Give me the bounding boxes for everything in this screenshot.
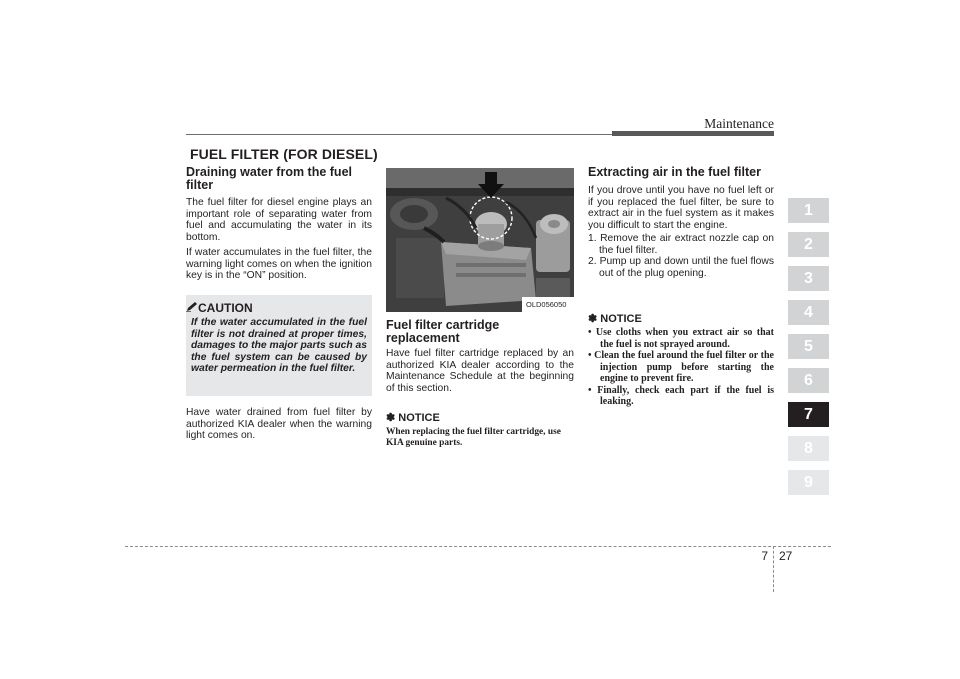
paragraph: If water accumulates in the fuel filter, the warning light comes on when the ignition key is in the “ON” position.	[186, 247, 372, 281]
paragraph: If you drove until you have no fuel left or if you replaced the fuel filter, be sure to extract air in the fuel system as it makes you difficult to start the engine.	[588, 185, 774, 231]
page-chapter-number: 7	[761, 549, 768, 563]
chapter-tab-2[interactable]: 2	[788, 232, 829, 257]
notice-item: • Finally, check each part if the fuel is leaking.	[588, 384, 774, 407]
heading-cartridge-replacement: Fuel filter cartridge replacement	[386, 318, 500, 345]
notice-text: When replacing the fuel filter cartridge, use KIA genuine parts.	[386, 427, 561, 448]
heading-draining-water: Draining water from the fuel filter	[186, 165, 352, 192]
chapter-tab-3[interactable]: 3	[788, 266, 829, 291]
notice-item: • Use cloths when you extract air so that the fuel is not sprayed around.	[588, 327, 774, 350]
chapter-tab-4[interactable]: 4	[788, 300, 829, 325]
paragraph: The fuel filter for diesel engine plays an important role of separating water from fuel and accumulating the water in its bottom.	[186, 197, 372, 243]
heading-extracting-air: Extracting air in the fuel filter	[588, 165, 761, 179]
chapter-tab-7[interactable]: 7	[788, 402, 829, 427]
column-cartridge-replacement	[386, 319, 574, 394]
notice-heading: ✽ NOTICE	[588, 313, 642, 325]
chapter-tab-9[interactable]: 9	[788, 470, 829, 495]
footer-rule	[125, 546, 831, 547]
paragraph: Have fuel filter cartridge replaced by an authorized KIA dealer according to the Maintenance Schedule at the beginning of this section.	[386, 348, 574, 394]
photo-code: OLD056050	[526, 300, 567, 309]
caution-text: If the water accumulated in the fuel filter is not drained at proper times, damages to the major parts such as the fuel system can be caused by water permeation in the fuel filter.	[191, 317, 367, 374]
notice-heading: ✽ NOTICE	[386, 412, 440, 424]
engine-bay-photo	[386, 168, 574, 312]
running-header: Maintenance	[704, 116, 774, 131]
column-extracting-air	[588, 166, 774, 279]
pencil-icon	[186, 302, 198, 312]
header-bar	[612, 131, 774, 136]
footer-divider	[773, 546, 774, 592]
paragraph: Have water drained from fuel filter by authorized KIA dealer when the warning light comes on.	[186, 407, 372, 441]
caution-heading: CAUTION	[198, 301, 253, 315]
page-number: 27	[779, 549, 793, 563]
step-item: 2. Pump up and down until the fuel flows out of the plug opening.	[588, 256, 774, 279]
notice-item: • Clean the fuel around the fuel filter or the injection pump before starting the engine to prevent fire.	[588, 350, 774, 384]
notice-list	[588, 327, 774, 408]
chapter-tab-8[interactable]: 8	[788, 436, 829, 461]
section-title: FUEL FILTER (FOR DIESEL)	[190, 146, 378, 162]
chapter-tab-6[interactable]: 6	[788, 368, 829, 393]
chapter-tab-5[interactable]: 5	[788, 334, 829, 359]
column-draining-water	[186, 166, 372, 282]
chapter-tab-1[interactable]: 1	[788, 198, 829, 223]
step-item: 1. Remove the air extract nozzle cap on the fuel filter.	[588, 233, 774, 256]
